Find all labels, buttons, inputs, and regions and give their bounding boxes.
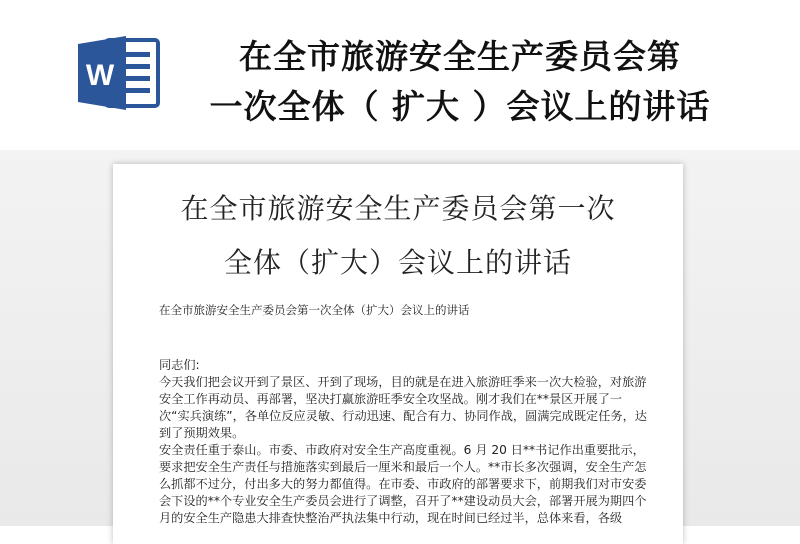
document-title — [113, 182, 683, 290]
header-title-line-2: 一次全体（ 扩大 ）会议上的讲话 — [209, 87, 711, 126]
paragraph-responsibility: 安全责任重于泰山。市委、市政府对安全生产高度重视。6 月 20 日**书记作出重要批示，要求把安全生产责任与措施落实到最后一厘米和最后一个人。**市长多次强调，安全生产怎么抓都不过分，付出多大的努力都值得。在市委、市政府的部署要求下，前期我们对市安委会下设的**个专业安全生产委员会进行了调整，召开了**建设动员大会，部署开展为期四个月的安全生产隐患大排查快整治严执法集中行动，现在时间已经过半，总体来看，各级 — [159, 443, 647, 525]
word-icon-letter: W — [85, 59, 115, 92]
paragraph-opening: 今天我们把会议开到了景区、开到了现场，目的就是在进入旅游旺季来一次大检验，对旅游安全工作再动员、再部署，坚决打赢旅游旺季安全攻坚战。刚才我们在**景区开展了一次“实兵演练”，各单位反应灵敏、行动迅速、配合有力、协同作战，圆满完成既定任务，达到了预期效果。 — [159, 375, 647, 440]
paragraph-greeting: 同志们: — [159, 358, 200, 372]
document-body — [159, 357, 647, 527]
document-title-line-2: 全体（扩大）会议上的讲话 — [223, 246, 572, 279]
word-document-icon — [76, 34, 162, 112]
header-title-line-1: 在全市旅游安全生产委员会第 — [239, 37, 681, 76]
document-title-line-1: 在全市旅游安全生产委员会第一次 — [180, 192, 616, 225]
document-page — [113, 164, 683, 544]
preview-header — [0, 0, 800, 150]
header-title — [180, 32, 740, 132]
document-subtitle: 在全市旅游安全生产委员会第一次全体（扩大）会议上的讲话 — [159, 303, 470, 317]
